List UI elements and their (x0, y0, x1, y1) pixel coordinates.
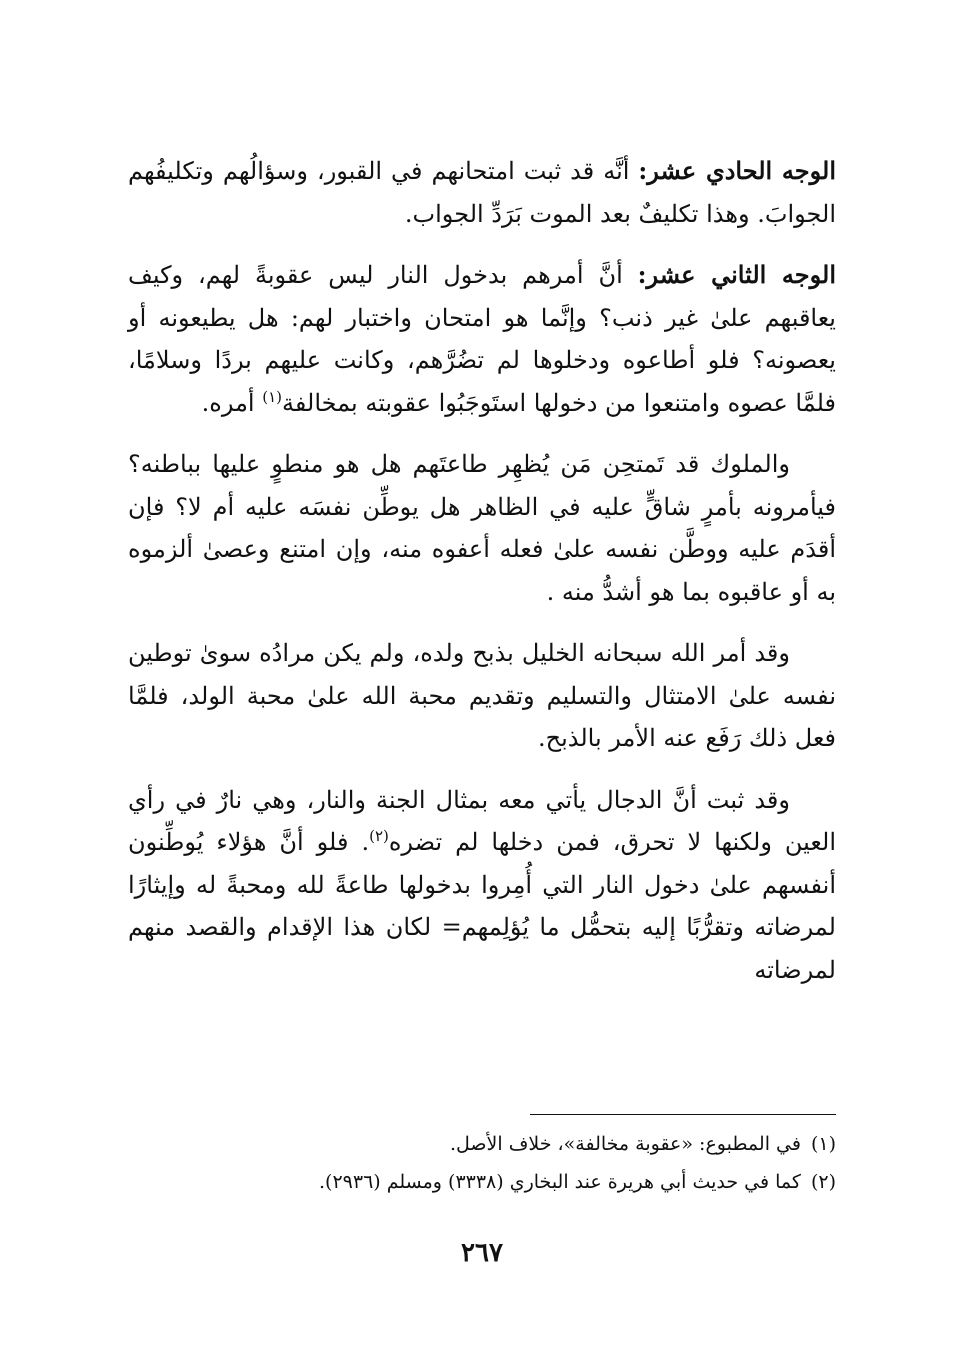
page-number: ٢٦٧ (461, 1238, 503, 1268)
paragraph-kings-test (128, 443, 836, 613)
paragraph-dajjal (128, 779, 836, 992)
footnote-separator (530, 1114, 836, 1115)
footnote-number: (١) (810, 1133, 836, 1155)
footnote-marker-1[interactable]: (١) (262, 387, 283, 406)
footnotes (128, 1125, 836, 1201)
paragraph-text: وقد أمر الله سبحانه الخليل بذبح ولده، ولم يكن مرادُه سوىٰ توطين نفسه علىٰ الامتثال والتسليم وتقديم محبة الله علىٰ محبة الولد، فلمَّا فعل ذلك رَفَع عنه الأمر بالذبح. (128, 639, 836, 752)
footnote-number: (٢) (810, 1171, 836, 1193)
paragraph-eleventh-aspect (128, 150, 836, 235)
footnote-text: في المطبوع: «عقوبة مخالفة»، خلاف الأصل. (450, 1133, 801, 1155)
footnote-text: كما في حديث أبي هريرة عند البخاري (٣٣٣٨) ومسلم (٢٩٣٦). (319, 1171, 801, 1193)
paragraph-text: أنَّه قد ثبت امتحانهم في القبور، وسؤالُهم وتكليفُهم الجوابَ. وهذا تكليفٌ بعد الموت بَرَدِّ الجواب. (128, 157, 836, 228)
paragraph-text: والملوك قد تَمتحِن مَن يُظهِر طاعتَهم هل هو منطوٍ عليها بباطنه؟ فيأمرونه بأمرٍ شاقٍّ عليه في الظاهر هل يوطِّن نفسَه عليه أم لا؟ فإن أقدَم عليه ووطَّن نفسه علىٰ فعله أعفوه منه، وإن امتنع وعصىٰ ألزموه به أو عاقبوه بما هو أشدُّ منه . (128, 450, 836, 606)
footnote-marker-2[interactable]: (٢) (369, 827, 389, 845)
main-text (128, 150, 836, 1010)
paragraph-khalil-sacrifice (128, 632, 836, 760)
paragraph-text: أنَّ أمرهم بدخول النار ليس عقوبةً لهم، وكيف يعاقبهم علىٰ غير ذنب؟ وإنَّما هو امتحان واختبار لهم: هل يطيعونه أو يعصونه؟ فلو أطاعوه ودخلوها لم تضُرَّهم، وكانت عليهم بردًا وسلامًا، فلمَّا عصوه وامتنعوا من دخولها استَوجَبُوا عقوبته بمخالفة (128, 261, 836, 417)
paragraph-lead: الوجه الحادي عشر: (638, 156, 836, 185)
paragraph-tail: . فلو أنَّ هؤلاء يُوطِّنون أنفسهم علىٰ دخول النار التي أُمِروا بدخولها طاعةً لله ومحبةً له وإيثارًا لمرضاته وتقرُّبًا إليه بتحمُّل ما يُؤلِمهم= لكان هذا الإقدام والقصد منهم لمرضاته (128, 828, 836, 984)
paragraph-lead: الوجه الثاني عشر: (637, 260, 837, 289)
paragraph-tail: أمره. (201, 388, 263, 417)
paragraph-text: وقد ثبت أنَّ الدجال يأتي معه بمثال الجنة والنار، وهي نارٌ في رأي العين ولكنها لا تحرق، فمن دخلها لم تضره (128, 785, 836, 856)
paragraph-twelfth-aspect (128, 254, 836, 424)
footnote-1 (128, 1125, 836, 1163)
footnote-2 (128, 1163, 836, 1201)
